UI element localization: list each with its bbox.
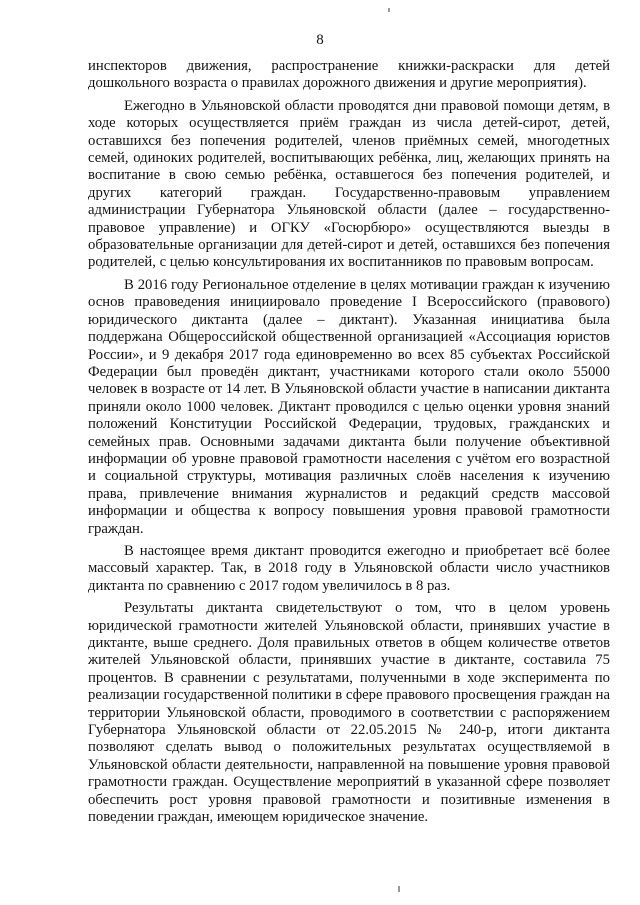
paragraph-legal-dictation-2016: В 2016 году Региональное отделение в целях мотивации граждан к изучению основ правоведения инициировало проведение I Всероссийского (правового) юридического диктанта (далее – диктант). Указанная инициатива была поддержана Общероссийской общественной организацией «Ассоциация юристов России», и 9 декабря 2017 года единовременно во всех 85 субъектах Российской Федерации был проведён диктант, участниками которого стали около 55000 человек в возрасте от 14 лет. В Ульяновской области участие в написании диктанта приняли около 1000 человек. Диктант проводился с целью оценки уровня знаний положений Конституции Российской Федерации, трудовых, гражданских и семейных прав. Основными задачами диктанта были получение объективной информации об уровне правовой грамотности населения с учётом его возрастной и социальной структуры, мотивация различных слоёв населения к изучению права, привлечение внимания журналистов и редакций средств массовой информации и общества к вопросу повышения уровня правовой грамотности граждан. [88, 276, 610, 537]
body-text [88, 58, 610, 826]
scan-speck-bottom [398, 886, 400, 892]
paragraph-dictation-annual: В настоящее время диктант проводится ежегодно и приобретает всё более массовый характер. Так, в 2018 году в Ульяновской области число участников диктанта по сравнению с 2017 годом увеличилось в 8 раз. [88, 542, 610, 594]
scan-speck-top [388, 8, 390, 12]
paragraph-legal-aid-days: Ежегодно в Ульяновской области проводятся дни правовой помощи детям, в ходе которых осуществляется приём граждан из числа детей-сирот, детей, оставшихся без попечения родителей, членов приёмных семей, многодетных семей, одиноких родителей, воспитывающих ребёнка, лиц, желающих принять на воспитание в свою семью ребёнка, оставшегося без попечения родителей, и других категорий граждан. Государственно-правовым управлением администрации Губернатора Ульяновской области (далее – государственно-правовое управление) и ОГКУ «Госюрбюро» осуществляются выезды в образовательные организации для детей-сирот и детей, оставшихся без попечения родителей, с целью консультирования их воспитанников по правовым вопросам. [88, 97, 610, 271]
paragraph-continuation: инспекторов движения, распространение книжки-раскраски для детей дошкольного возраста о правилах дорожного движения и другие мероприятия). [88, 58, 610, 92]
page-number: 8 [316, 32, 324, 48]
paragraph-dictation-results: Результаты диктанта свидетельствуют о том, что в целом уровень юридической грамотности жителей Ульяновской области, принявших участие в диктанте, выше среднего. Доля правильных ответов в общем количестве ответов жителей Ульяновской области, принявших участие в диктанте, составила 75 процентов. В сравнении с результатами, полученными в ходе эксперимента по реализации государственной политики в сфере правового просвещения граждан на территории Ульяновской области, проводимого в соответствии с распоряжением Губернатора Ульяновской области от 22.05.2015 № 240-р, итоги диктанта позволяют сделать вывод о положительных результатах осуществляемой в Ульяновской области деятельности, направленной на повышение уровня правовой грамотности граждан. Осуществление мероприятий в указанной сфере позволяет обеспечить рост уровня правовой грамотности и позитивные изменения в поведении граждан, имеющем юридическое значение. [88, 600, 610, 826]
